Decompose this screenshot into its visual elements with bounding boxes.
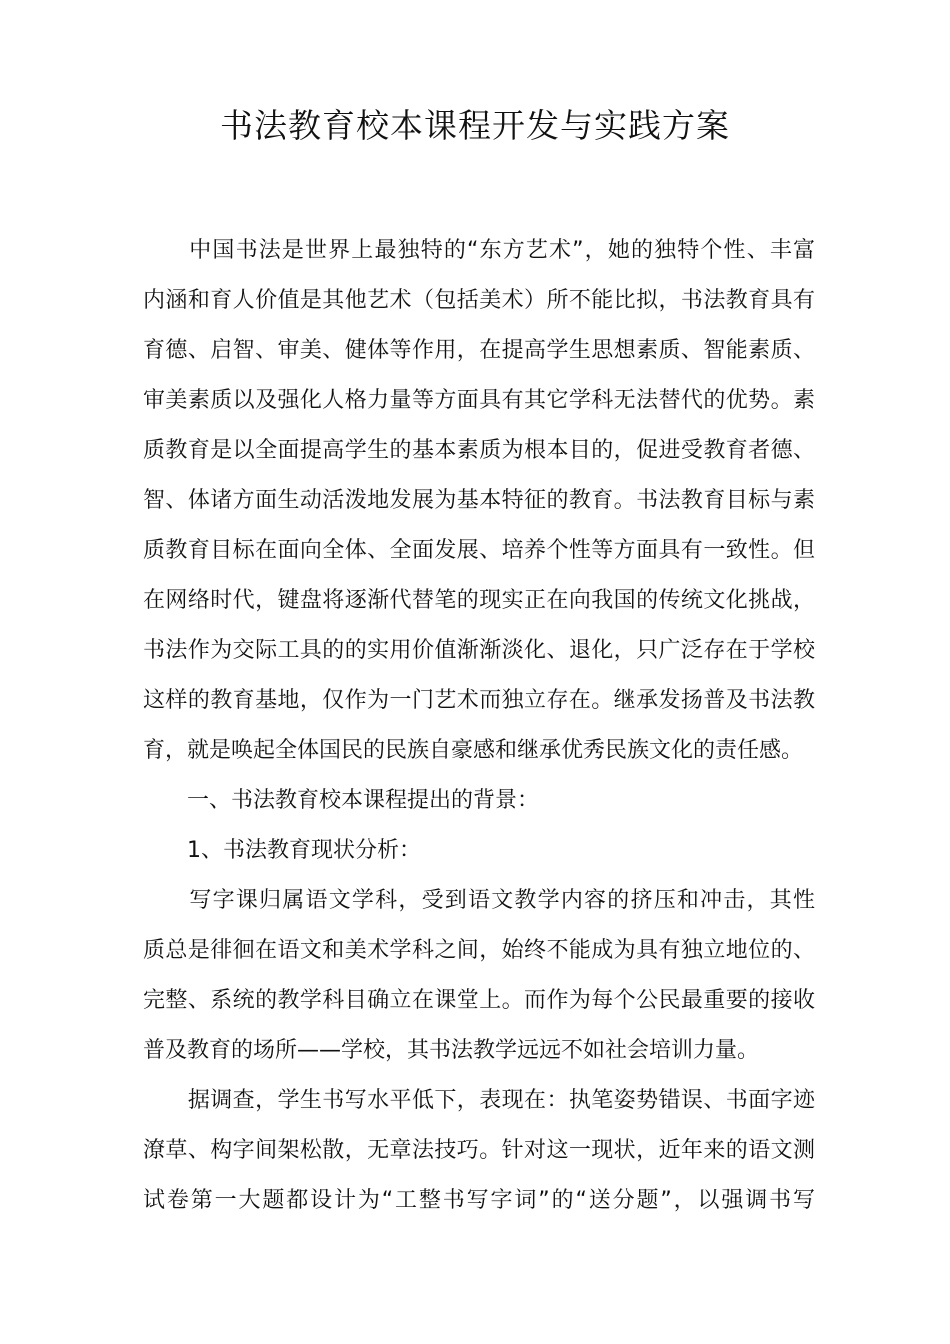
section-heading: 一、书法教育校本课程提出的背景： bbox=[143, 788, 540, 813]
body-line: 书法作为交际工具的的实用价值渐渐淡化、退化，只广泛存在于学校 bbox=[143, 638, 815, 663]
body-line: 育，就是唤起全体国民的民族自豪感和继承优秀民族文化的责任感。 bbox=[143, 738, 804, 763]
body-line: 在网络时代，键盘将逐渐代替笔的现实正在向我国的传统文化挑战， bbox=[143, 588, 815, 613]
subsection-heading: 1、书法教育现状分析： bbox=[143, 838, 421, 863]
body-line: 普及教育的场所——学校，其书法教学远远不如社会培训力量。 bbox=[143, 1038, 760, 1063]
body-line: 据调查，学生书写水平低下，表现在：执笔姿势错误、书面字迹 bbox=[143, 1088, 815, 1113]
body-line: 写字课归属语文学科，受到语文教学内容的挤压和冲击，其性 bbox=[143, 888, 815, 913]
body-line: 审美素质以及强化人格力量等方面具有其它学科无法替代的优势。素 bbox=[143, 388, 815, 413]
body-line: 试卷第一大题都设计为“工整书写字词”的“送分题”，以强调书写 bbox=[143, 1188, 815, 1213]
body-line: 中国书法是世界上最独特的“东方艺术”，她的独特个性、丰富 bbox=[143, 238, 815, 263]
body-line: 内涵和育人价值是其他艺术（包括美术）所不能比拟，书法教育具有 bbox=[143, 288, 815, 313]
body-line: 潦草、构字间架松散，无章法技巧。针对这一现状，近年来的语文测 bbox=[143, 1138, 815, 1163]
body-line: 质教育目标在面向全体、全面发展、培养个性等方面具有一致性。但 bbox=[143, 538, 815, 563]
body-line: 这样的教育基地，仅作为一门艺术而独立存在。继承发扬普及书法教 bbox=[143, 688, 815, 713]
body-line: 质总是徘徊在语文和美术学科之间，始终不能成为具有独立地位的、 bbox=[143, 938, 815, 963]
body-line: 质教育是以全面提高学生的基本素质为根本目的，促进受教育者德、 bbox=[143, 438, 815, 463]
body-line: 智、体诸方面生动活泼地发展为基本特征的教育。书法教育目标与素 bbox=[143, 488, 815, 513]
body-line: 完整、系统的教学科目确立在课堂上。而作为每个公民最重要的接收 bbox=[143, 988, 815, 1013]
body-line: 育德、启智、审美、健体等作用，在提高学生思想素质、智能素质、 bbox=[143, 338, 815, 363]
document-title: 书法教育校本课程开发与实践方案 bbox=[220, 106, 730, 145]
